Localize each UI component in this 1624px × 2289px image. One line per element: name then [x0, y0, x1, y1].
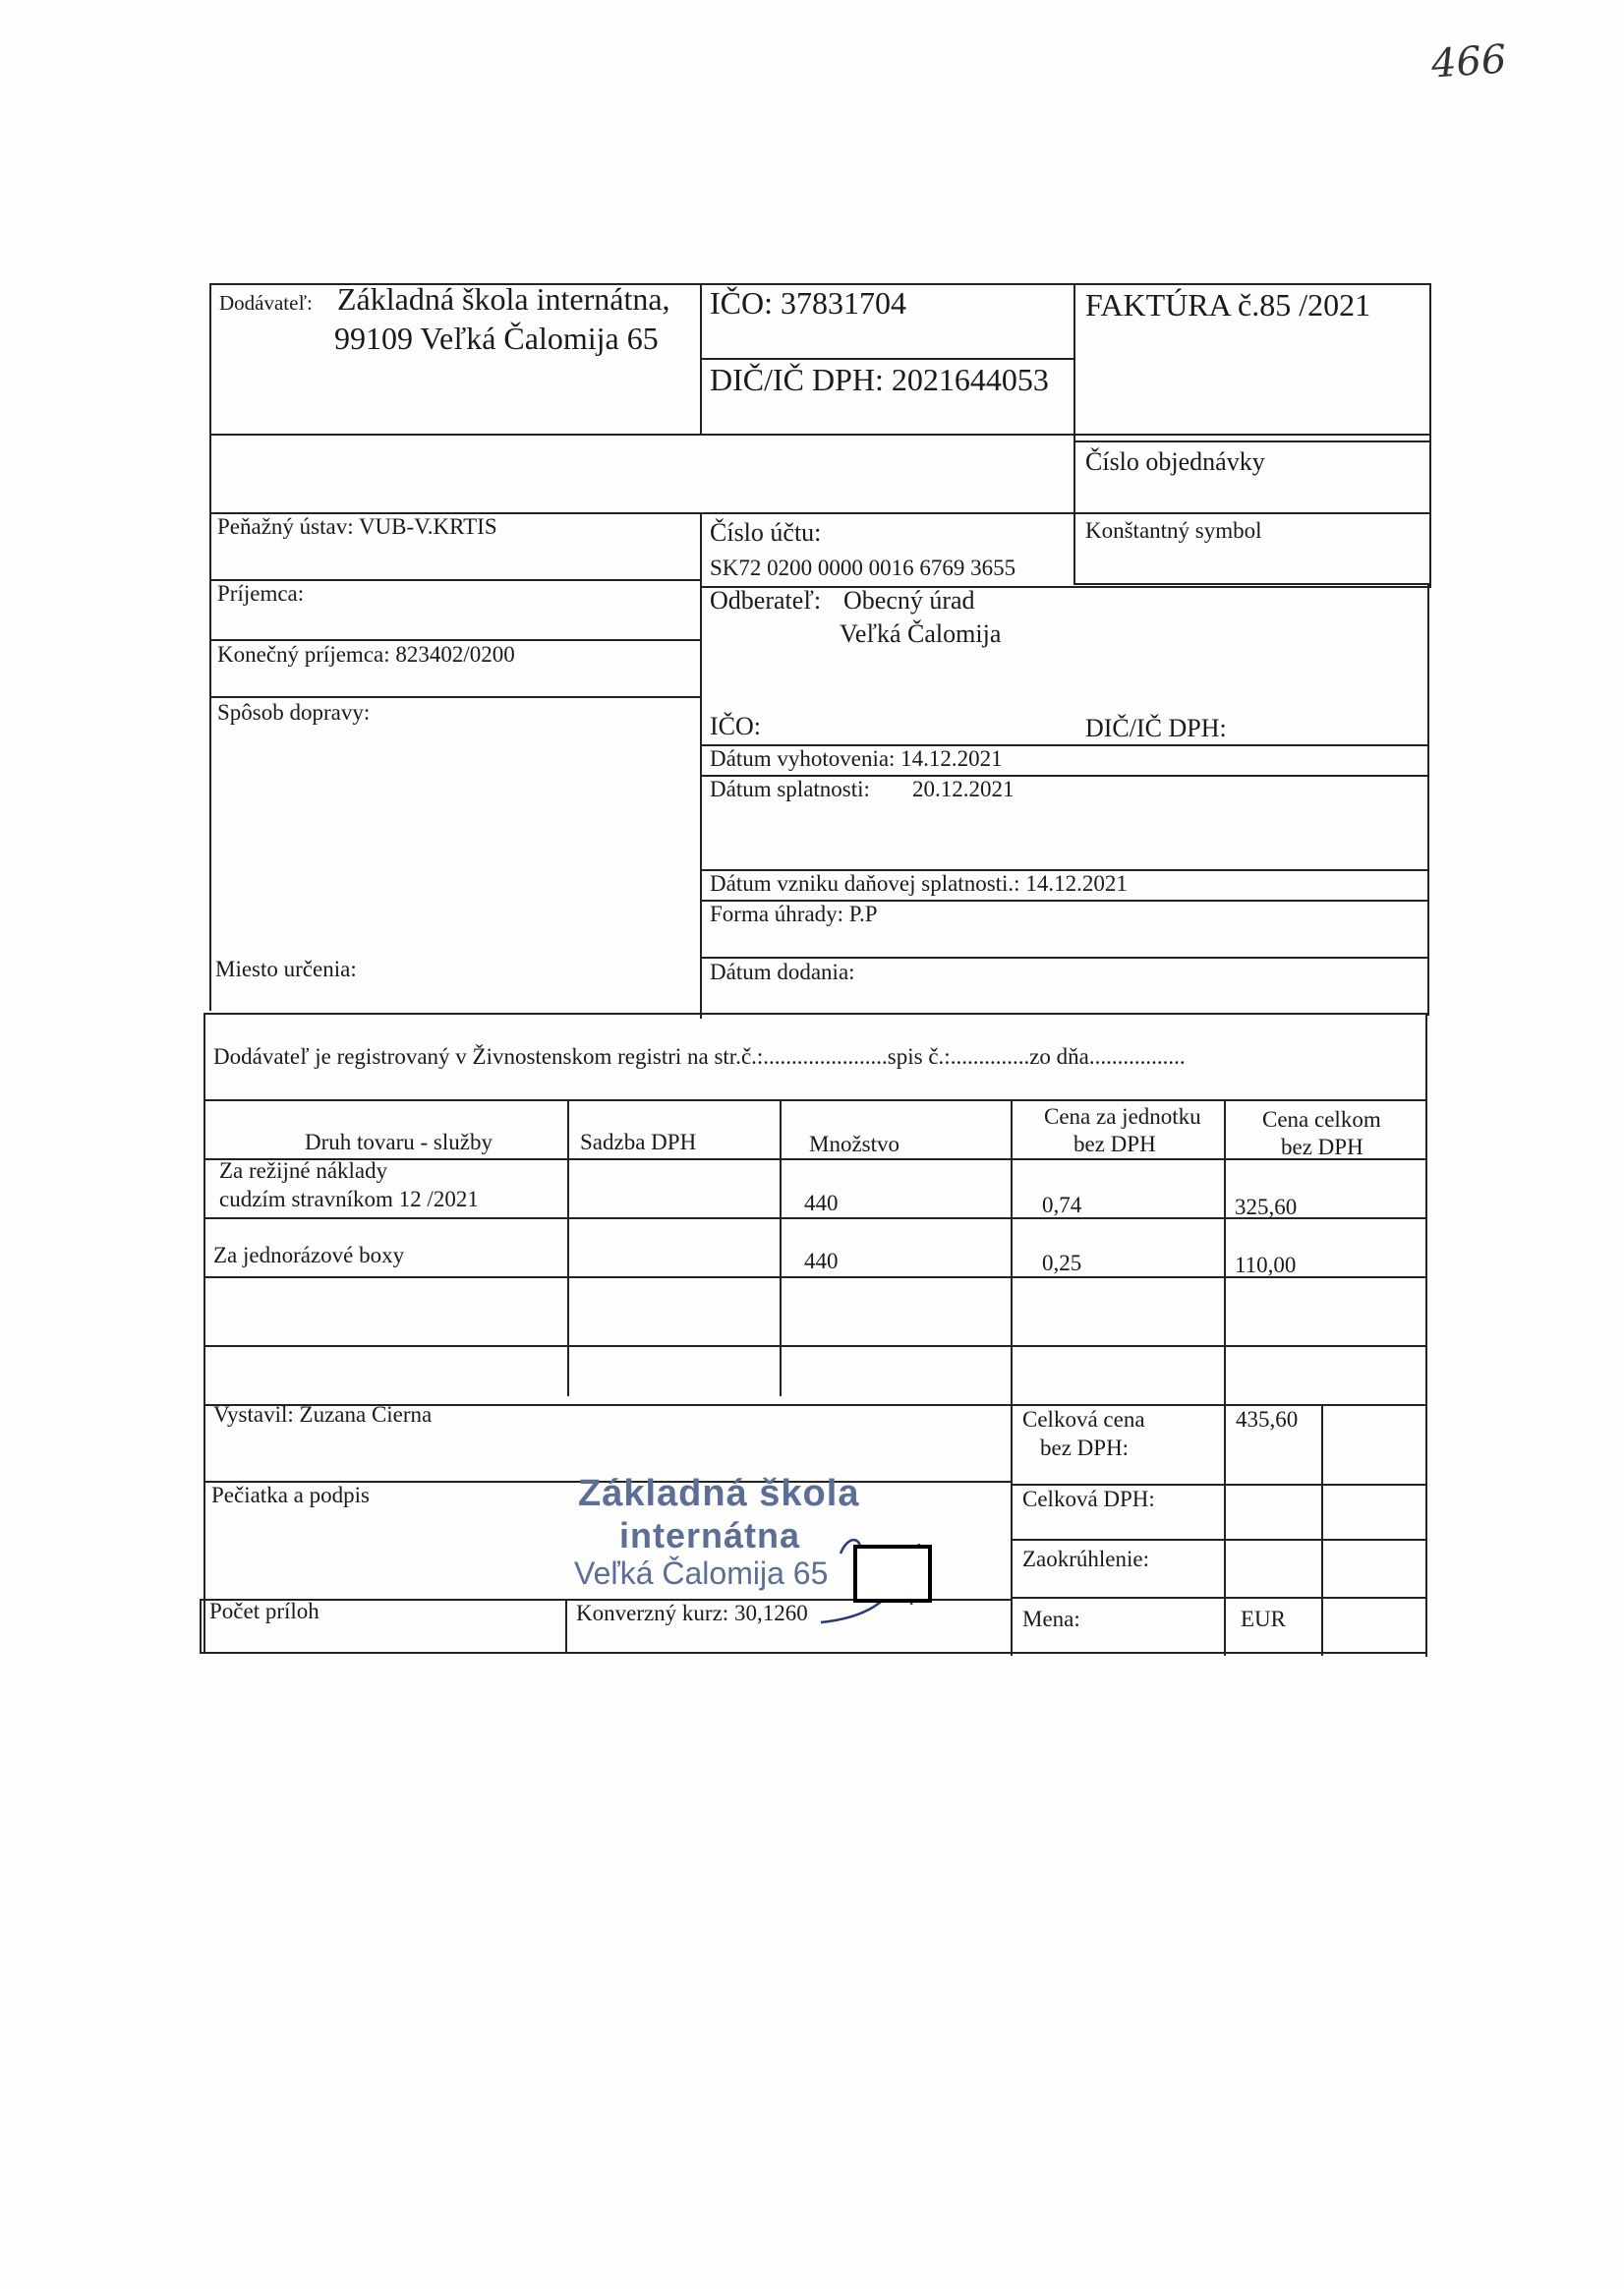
row2-unit: 0,25: [1042, 1251, 1082, 1275]
issue-date: Dátum vyhotovenia: 14.12.2021: [710, 746, 1003, 771]
customer-label: Odberateľ:: [710, 586, 822, 615]
header-quantity: Množstvo: [809, 1132, 899, 1156]
due-date: 20.12.2021: [912, 777, 1015, 801]
row1-desc1: Za režijné náklady: [219, 1158, 388, 1183]
customer-name-1: Obecný úrad: [843, 586, 975, 615]
payment-form: Forma úhrady: P.P: [710, 902, 878, 926]
order-number-label: Číslo objednávky: [1085, 447, 1265, 476]
stamp-line-3: Veľká Čalomija 65: [574, 1555, 829, 1591]
tax-date: Dátum vzniku daňovej splatnosti.: 14.12.2021: [710, 871, 1128, 896]
header-total-2: bez DPH: [1281, 1135, 1363, 1159]
page-number: 466: [1429, 36, 1508, 88]
customer-ico-label: IČO:: [710, 712, 761, 740]
conversion-rate: Konverzný kurz: 30,1260: [576, 1601, 808, 1625]
header-goods: Druh tovaru - služby: [305, 1130, 493, 1154]
account-iban: SK72 0200 0000 0016 6769 3655: [710, 556, 1016, 580]
customer-name-2: Veľká Čalomija: [840, 619, 1002, 648]
header-unit-price-1: Cena za jednotku: [1044, 1104, 1201, 1129]
due-date-label: Dátum splatnosti:: [710, 777, 870, 801]
recipient-label: Príjemca:: [217, 581, 305, 606]
header-vat-rate: Sadzba DPH: [580, 1130, 697, 1154]
destination-label: Miesto určenia:: [215, 957, 357, 981]
row2-desc1: Za jednorázové boxy: [213, 1243, 405, 1267]
row2-qty: 440: [804, 1249, 839, 1273]
supplier-dic: DIČ/IČ DPH: 2021644053: [710, 362, 1049, 397]
row1-desc2: cudzím stravníkom 12 /2021: [219, 1187, 479, 1211]
supplier-address: 99109 Veľká Čalomija 65: [334, 321, 659, 356]
supplier-name: Základná škola internátna,: [337, 281, 670, 317]
stamp-line-1: Základná škola: [578, 1473, 860, 1514]
redaction-box: [853, 1545, 932, 1603]
stamp-line-2: internátna: [619, 1515, 801, 1555]
rounding-label: Zaokrúhlenie:: [1022, 1547, 1150, 1571]
registry-line: Dodávateľ je registrovaný v Živnostenskom registri na str.č.:......................spis č.:..............zo dňa.................: [213, 1044, 1186, 1069]
total-label-1: Celková cena: [1022, 1407, 1145, 1432]
row1-total: 325,60: [1235, 1195, 1298, 1219]
bank-name: Peňažný ústav: VUB-V.KRTIS: [217, 514, 497, 539]
currency-label: Mena:: [1022, 1607, 1080, 1631]
constant-symbol-label: Konštantný symbol: [1085, 518, 1262, 543]
row1-qty: 440: [804, 1191, 839, 1215]
header-total-1: Cena celkom: [1262, 1107, 1381, 1132]
supplier-ico: IČO: 37831704: [710, 285, 906, 321]
total-value: 435,60: [1236, 1407, 1299, 1432]
customer-dic-label: DIČ/IČ DPH:: [1085, 714, 1227, 742]
delivery-date-label: Dátum dodania:: [710, 960, 855, 984]
transport-label: Spôsob dopravy:: [217, 700, 371, 725]
vat-total-label: Celková DPH:: [1022, 1487, 1155, 1511]
row1-unit: 0,74: [1042, 1193, 1082, 1217]
stamp-label: Pečiatka a podpis: [211, 1483, 370, 1507]
issued-by: Vystavil: Zuzana Cierna: [213, 1402, 433, 1427]
supplier-label: Dodávateľ:: [219, 291, 313, 315]
attachments-label: Počet príloh: [209, 1599, 319, 1623]
row2-total: 110,00: [1235, 1253, 1297, 1277]
header-unit-price-2: bez DPH: [1073, 1132, 1156, 1156]
invoice-title: FAKTÚRA č.85 /2021: [1085, 287, 1371, 323]
total-label-2: bez DPH:: [1040, 1436, 1130, 1460]
final-recipient: Konečný príjemca: 823402/0200: [217, 642, 515, 667]
currency-value: EUR: [1241, 1607, 1286, 1631]
account-label: Číslo účtu:: [710, 518, 822, 547]
